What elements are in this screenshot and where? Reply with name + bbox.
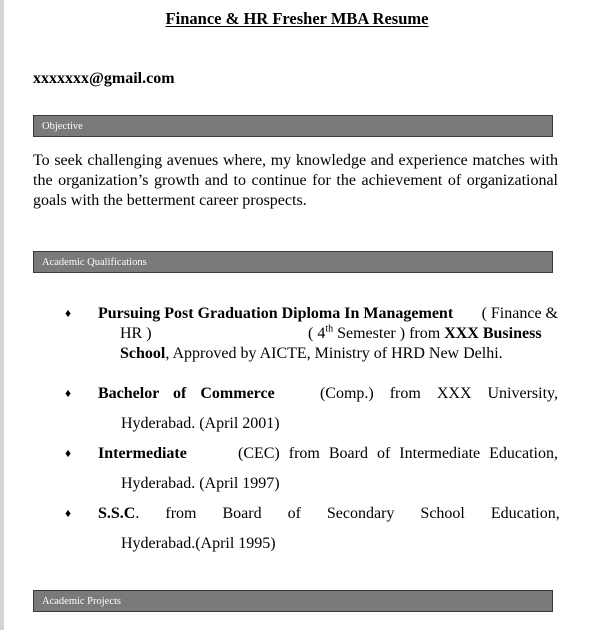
page-left-edge <box>0 0 4 630</box>
qualification-detail: HR ) <box>120 325 152 342</box>
qualification-text <box>98 305 558 363</box>
bullet-icon: ♦ <box>65 446 72 460</box>
qualification-school: School <box>120 345 166 362</box>
qualification-place-date: Hyderabad. (April 1997) <box>121 475 280 492</box>
section-header-academic-projects: Academic Projects <box>33 590 553 612</box>
qualification-detail: (CEC) from Board of Intermediate Education, <box>237 445 558 462</box>
qualification-detail: ( Finance & <box>481 305 558 322</box>
qualification-approval: , Approved by AICTE, Ministry of HRD New Delhi. <box>165 345 503 362</box>
qualification-text <box>98 445 558 463</box>
bullet-icon: ♦ <box>65 506 72 520</box>
qualification-text <box>98 385 558 403</box>
qualification-place-date: Hyderabad.(April 1995) <box>121 535 276 552</box>
qualification-school: XXX Business <box>444 325 542 342</box>
qualification-degree: S.S.C <box>98 505 136 522</box>
qualification-text <box>98 505 558 523</box>
section-header-academic-qualifications: Academic Qualifications <box>33 251 553 273</box>
qualification-place-date: Hyderabad. (April 2001) <box>121 415 280 432</box>
qualification-semester: ( 4 <box>308 325 326 342</box>
qualification-degree: Bachelor of Commerce <box>98 385 275 402</box>
qualification-degree: Intermediate <box>98 445 187 462</box>
qualification-degree: Pursuing Post Graduation Diploma In Management <box>98 305 454 322</box>
bullet-icon: ♦ <box>65 306 72 320</box>
semester-superscript: th <box>325 323 334 335</box>
qualification-semester-rest: Semester ) from <box>337 325 441 342</box>
resume-title: Finance & HR Fresher MBA Resume <box>165 9 429 28</box>
objective-paragraph: To seek challenging avenues where, my knowledge and experience matches with the organization’s growth and to continue for the achievement of organizational goals with the betterment career prospects. <box>33 152 558 209</box>
email-address: xxxxxxx@gmail.com <box>33 70 175 87</box>
bullet-icon: ♦ <box>65 386 72 400</box>
qualification-detail: (Comp.) from XXX University, <box>319 385 558 402</box>
section-header-objective: Objective <box>33 115 553 137</box>
qualification-detail: . from Board of Secondary School Education, <box>135 505 560 522</box>
